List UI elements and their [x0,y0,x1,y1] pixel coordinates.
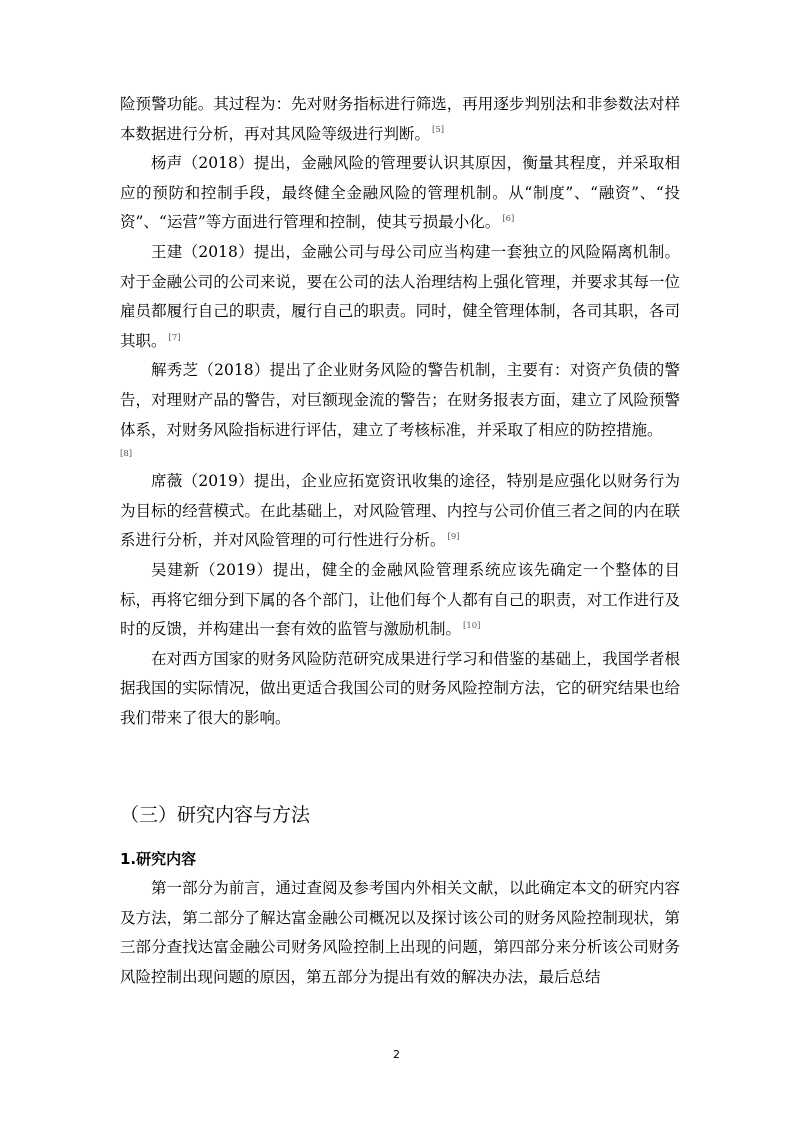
page-number: 2 [393,1048,400,1061]
citation-ref: [10] [463,620,481,631]
body-text-upper [120,90,680,733]
paragraph-7: 在对西方国家的财务风险防范研究成果进行学习和借鉴的基础上，我国学者根据我国的实际情况，做出更适合我国公司的财务风险控制方法，它的研究结果也给我们带来了很大的影响。 [120,649,680,727]
citation-ref: [7] [168,332,181,343]
paragraph-5: 席薇（2019）提出，企业应拓宽资讯收集的途径，特别是应强化以财务行为为目标的经营模式。在此基础上，对风险管理、内控与公司价值三者之间的内在联系进行分析，并对风险管理的可行性进行分析。 [9] [120,472,680,550]
citation-ref: [6] [502,214,515,225]
section-heading: （三）研究内容与方法 [120,804,311,826]
paragraph-3: 王建（2018）提出，金融公司与母公司应当构建一套独立的风险隔离机制。对于金融公司的公司来说，要在公司的法人治理结构上强化管理，并要求其每一位雇员都履行自己的职责，履行自己的职责。同时，健全管理体制，各司其职，各司其职。 [7] [120,242,680,350]
subsection-heading: 1.研究内容 [120,850,197,868]
paragraph-2: 杨声（2018）提出，金融风险的管理要认识其原因，衡量其程度，并采取相应的预防和控制手段，最终健全金融风险的管理机制。从“制度”、“融资”、“投资”、“运营”等方面进行管理和控制，使其亏损最小化。 [6] [120,154,680,232]
body-text-lower [120,874,680,992]
citation-ref: [9] [447,532,460,543]
paragraph-1: 险预警功能。其过程为：先对财务指标进行筛选，再用逐步判别法和非参数法对样本数据进行分析，再对其风险等级进行判断。 [5] [120,95,680,143]
citation-ref: [5] [432,125,445,136]
paragraph-6: 吴建新（2019）提出，健全的金融风险管理系统应该先确定一个整体的目标，再将它细分到下属的各个部门，让他们每个人都有自己的职责，对工作进行及时的反馈，并构建出一套有效的监管与激励机制。 [10] [120,560,680,639]
paragraph-4: 解秀芝（2018）提出了企业财务风险的警告机制，主要有：对资产负债的警告，对理财产品的警告，对巨额现金流的警告；在财务报表方面，建立了风险预警体系，对财务风险指标进行评估，建立了考核标准，并采取了相应的防控措施。 [8] [120,361,680,460]
section-paragraph: 第一部分为前言，通过查阅及参考国内外相关文献，以此确定本文的研究内容及方法，第二部分了解达富金融公司概况以及探讨该公司的财务风险控制现状，第三部分查找达富金融公司财务风险控制上出现的问题，第四部分来分析该公司财务风险控制出现问题的原因，第五部分为提出有效的解决办法，最后总结 [120,879,680,986]
citation-ref: [8] [120,449,133,460]
